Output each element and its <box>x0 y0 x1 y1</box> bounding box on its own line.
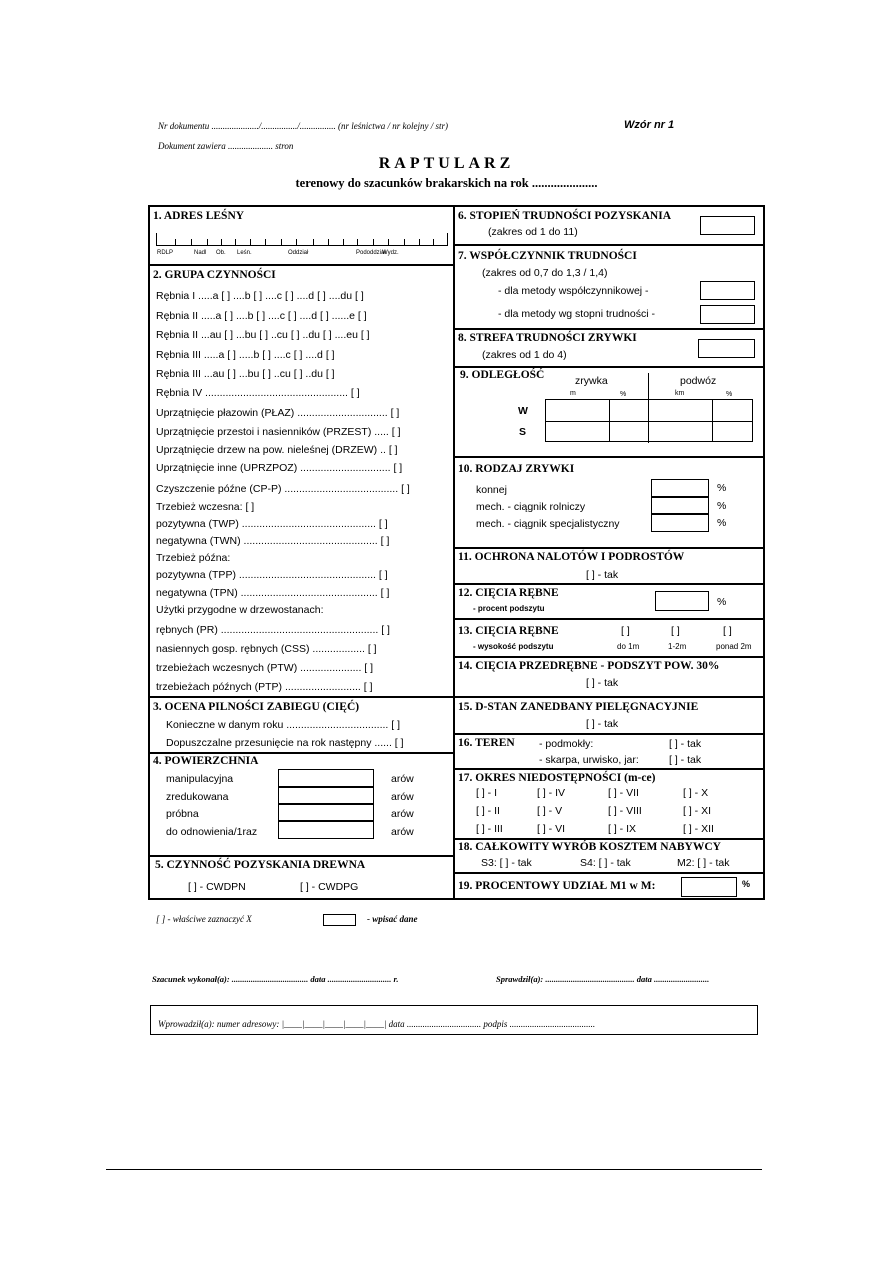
s1-title: 1. ADRES LEŚNY <box>153 210 245 222</box>
address-grid-tick <box>313 239 314 245</box>
page-bottom-rule <box>106 1169 762 1170</box>
address-grid-tick <box>388 239 389 245</box>
s17-month[interactable]: [ ] - VIII <box>608 805 642 817</box>
s7-title: 7. WSPÓŁCZYNNIK TRUDNOŚCI <box>458 250 637 262</box>
address-grid-tick <box>296 239 297 245</box>
address-grid-tick <box>373 239 374 245</box>
s16-option-podmokly[interactable]: [ ] - tak <box>669 738 702 750</box>
s5-option-cwdpg[interactable]: [ ] - CWDPG <box>300 881 359 893</box>
s5-option-cwdpn[interactable]: [ ] - CWDPN <box>188 881 246 893</box>
s10-row: mech. - ciągnik specjalistyczny <box>476 518 620 530</box>
s2-row[interactable]: Czyszczenie późne (CP-P) ....................................... [ ] <box>156 483 410 495</box>
form-model-label: Wzór nr 1 <box>624 119 675 131</box>
s13-sub: - wysokość podszytu <box>473 642 554 651</box>
s2-row[interactable]: Uprzątnięcie płazowin (PŁAZ) ............................... [ ] <box>156 407 400 419</box>
s19-input[interactable] <box>681 877 737 897</box>
address-grid-tick <box>250 239 251 245</box>
s13-cb-ponad2m[interactable]: [ ] <box>723 625 732 637</box>
s13-label-1-2m: 1-2m <box>668 642 687 651</box>
form-frame <box>148 205 765 900</box>
address-grid-tick <box>175 239 176 245</box>
s13-cb-do1m[interactable]: [ ] <box>621 625 630 637</box>
s2-row[interactable]: Trzebież wczesna: [ ] <box>156 501 255 513</box>
s4-unit: arów <box>391 773 414 785</box>
s3-row[interactable]: Dopuszczalne przesunięcie na rok następny ...... [ ] <box>166 737 404 749</box>
s9-unit-m: m <box>570 390 576 397</box>
s13-label-do1m: do 1m <box>617 642 640 651</box>
s15-title: 15. D-STAN ZANEDBANY PIELĘGNACYJNIE <box>458 701 699 713</box>
s2-title: 2. GRUPA CZYNNOŚCI <box>153 269 276 281</box>
address-grid-tick <box>207 239 208 245</box>
s2-row[interactable]: pozytywna (TPP) ............................................... [ ] <box>156 569 388 581</box>
s17-month[interactable]: [ ] - IV <box>537 787 566 799</box>
s16-title: 16. TEREN <box>458 737 515 749</box>
s19-title: 19. PROCENTOWY UDZIAŁ M1 w M: <box>458 880 656 892</box>
address-grid-tick <box>343 239 344 245</box>
s9-unit-pct: % <box>620 391 627 398</box>
s10-pct: % <box>717 482 727 494</box>
s10-input-konnej[interactable] <box>651 479 709 497</box>
s9-col-zrywka: zrywka <box>575 375 608 387</box>
s2-row: Trzebież późna: <box>156 552 231 564</box>
entry-line[interactable]: Wprowadził(a): numer adresowy: |____|____|____|____|____| data ................................. podpis ...................................... <box>158 1019 596 1029</box>
s13-title: 13. CIĘCIA RĘBNE <box>458 625 559 637</box>
s1-label-pododdzial: Pododdział <box>356 250 386 256</box>
s16-podmokly: - podmokły: <box>539 738 594 750</box>
s2-row[interactable]: negatywna (TPN) ............................................... [ ] <box>156 587 390 599</box>
address-grid-tick <box>191 239 192 245</box>
s2-row[interactable]: Uprzątnięcie drzew na pow. nieleśnej (DRZEW) .. [ ] <box>156 444 398 456</box>
s2-row[interactable]: Rębnia IV ................................................. [ ] <box>156 387 360 399</box>
s2-row[interactable]: trzebieżach późnych (PTP) .......................... [ ] <box>156 681 373 693</box>
s12-pct: % <box>717 596 727 608</box>
s19-pct: % <box>742 879 751 889</box>
s4-unit: arów <box>391 826 414 838</box>
s2-row[interactable]: Rębnia II ...au [ ] ...bu [ ] ..cu [ ] ..du [ ] ....eu [ ] <box>156 329 370 341</box>
s2-row[interactable]: Uprzątnięcie inne (UPRZPOZ) ............................... [ ] <box>156 462 403 474</box>
s2-row[interactable]: negatywna (TWN) .............................................. [ ] <box>156 535 390 547</box>
s7-sub: (zakres od 0,7 do 1,3 / 1,4) <box>482 267 608 279</box>
address-grid-tick <box>357 239 358 245</box>
address-grid-tick <box>433 239 434 245</box>
address-grid-tick <box>265 239 266 245</box>
s7-row1: - dla metody współczynnikowej - <box>498 285 649 297</box>
legend-input-sample <box>323 914 356 926</box>
estimate-signature-line[interactable]: Szacunek wykonał(a): .................................... data .............................. r. <box>152 974 399 984</box>
address-grid-tick <box>281 239 282 245</box>
doc-number-line: Nr dokumentu ...................../................/................ (nr leśnictwa / nr kolejny / str) <box>158 121 448 131</box>
s10-title: 10. RODZAJ ZRYWKI <box>458 463 575 475</box>
legend-input-label: - wpisać dane <box>367 914 418 924</box>
s16-skarpa: - skarpa, urwisko, jar: <box>539 754 639 766</box>
s1-label-rdlp: RDLP <box>157 250 174 256</box>
s2-row[interactable]: Rębnia I .....a [ ] ....b [ ] ....c [ ] ....d [ ] ....du [ ] <box>156 290 364 302</box>
s4-label: manipulacyjna <box>166 773 234 785</box>
s1-label-oddzial: Oddział <box>288 250 309 256</box>
s10-input-rolniczy[interactable] <box>651 497 709 514</box>
s2-row[interactable]: Rębnia II .....a [ ] ....b [ ] ....c [ ] ....d [ ] ......e [ ] <box>156 310 367 322</box>
s2-row[interactable]: Uprzątnięcie przestoi i nasienników (PRZEST) ..... [ ] <box>156 426 401 438</box>
address-grid-tick <box>221 239 222 245</box>
s17-month[interactable]: [ ] - X <box>683 787 709 799</box>
s16-option-skarpa[interactable]: [ ] - tak <box>669 754 702 766</box>
s11-title: 11. OCHRONA NALOTÓW I PODROSTÓW <box>458 551 685 563</box>
s1-label-ob: Ob. <box>216 250 226 256</box>
s17-month[interactable]: [ ] - IX <box>608 823 637 835</box>
s18-s4[interactable]: S4: [ ] - tak <box>580 857 631 869</box>
s17-month[interactable]: [ ] - VII <box>608 787 639 799</box>
s1-label-nadl: Nadl <box>194 250 207 256</box>
s10-pct: % <box>717 517 727 529</box>
address-grid[interactable] <box>156 233 448 246</box>
s10-row: mech. - ciągnik rolniczy <box>476 501 586 513</box>
s8-title: 8. STREFA TRUDNOŚCI ZRYWKI <box>458 332 637 344</box>
s17-month[interactable]: [ ] - VI <box>537 823 566 835</box>
s8-input[interactable] <box>698 339 755 358</box>
address-grid-tick <box>328 239 329 245</box>
s6-title: 6. STOPIEŃ TRUDNOŚCI POZYSKANIA <box>458 210 672 222</box>
s4-label: próbna <box>166 808 199 820</box>
area-input-probna[interactable] <box>278 804 374 821</box>
s9-unit-km: km <box>675 390 685 397</box>
s10-row: konnej <box>476 484 507 496</box>
s2-row[interactable]: Rębnia III ...au [ ] ...bu [ ] ..cu [ ] ..du [ ] <box>156 368 335 380</box>
s9-row-s: S <box>519 426 527 438</box>
s4-label: do odnowienia/1raz <box>166 826 258 838</box>
address-grid-tick <box>419 239 420 245</box>
s18-title: 18. CAŁKOWITY WYRÓB KOSZTEM NABYWCY <box>458 841 721 853</box>
s17-month[interactable]: [ ] - II <box>476 805 500 817</box>
s1-label-wydz: Wydz. <box>382 250 399 256</box>
s2-row[interactable]: pozytywna (TWP) .............................................. [ ] <box>156 518 388 530</box>
address-grid-tick <box>404 239 405 245</box>
s12-sub: - procent podszytu <box>473 604 545 613</box>
s7-row2: - dla metody wg stopni trudności - <box>498 308 655 320</box>
s6-input[interactable] <box>700 216 755 235</box>
s14-option[interactable]: [ ] - tak <box>586 677 619 689</box>
s4-unit: arów <box>391 808 414 820</box>
s12-input[interactable] <box>655 591 709 611</box>
s2-row: Użytki przygodne w drzewostanach: <box>156 604 324 616</box>
s18-s3[interactable]: S3: [ ] - tak <box>481 857 532 869</box>
s17-month[interactable]: [ ] - I <box>476 787 497 799</box>
s6-sub: (zakres od 1 do 11) <box>488 226 578 238</box>
legend-checkbox: [ ] - właściwe zaznaczyć X <box>156 914 252 924</box>
s8-sub: (zakres od 1 do 4) <box>482 349 567 361</box>
s3-row[interactable]: Konieczne w danym roku ................................... [ ] <box>166 719 400 731</box>
s18-m2[interactable]: M2: [ ] - tak <box>677 857 730 869</box>
s7-input-wspolczynnik[interactable] <box>700 281 755 300</box>
s17-month[interactable]: [ ] - XII <box>683 823 714 835</box>
page-title: RAPTULARZ <box>378 155 515 172</box>
column-divider <box>453 207 455 898</box>
s17-month[interactable]: [ ] - V <box>537 805 563 817</box>
doc-pages-line: Dokument zawiera .................... stron <box>158 141 294 151</box>
s3-title: 3. OCENA PILNOŚCI ZABIEGU (CIĘĆ) <box>153 701 360 713</box>
s4-unit: arów <box>391 791 414 803</box>
s5-title: 5. CZYNNOŚĆ POZYSKANIA DREWNA <box>155 859 366 871</box>
page-subtitle: terenowy do szacunków brakarskich na rok ..................... <box>295 176 598 190</box>
area-input-odnowienie[interactable] <box>278 821 374 839</box>
s11-option[interactable]: [ ] - tak <box>586 569 619 581</box>
s9-row-w: W <box>518 405 528 417</box>
s13-label-ponad2m: ponad 2m <box>716 642 752 651</box>
area-input-manipulacyjna[interactable] <box>278 769 374 787</box>
s2-row[interactable]: rębnych (PR) ...................................................... [ ] <box>156 624 390 636</box>
s17-month[interactable]: [ ] - XI <box>683 805 712 817</box>
s17-title: 17. OKRES NIEDOSTĘPNOŚCI (m-ce) <box>458 772 656 784</box>
s9-title: 9. ODLEGŁOŚĆ <box>460 369 545 381</box>
s2-row[interactable]: Rębnia III .....a [ ] .....b [ ] ....c [ ] ....d [ ] <box>156 349 335 361</box>
s15-option[interactable]: [ ] - tak <box>586 718 619 730</box>
s4-title: 4. POWIERZCHNIA <box>153 755 259 767</box>
s1-label-lesn: Leśn. <box>237 250 252 256</box>
s9-col-podwoz: podwóz <box>680 375 717 387</box>
address-grid-tick <box>235 239 236 245</box>
s10-input-specjalistyczny[interactable] <box>651 514 709 532</box>
s17-month[interactable]: [ ] - III <box>476 823 503 835</box>
verified-signature-line[interactable]: Sprawdził(a): .......................................... data .......................... <box>496 974 710 984</box>
s4-label: zredukowana <box>166 791 229 803</box>
s2-row[interactable]: nasiennych gosp. rębnych (CSS) .................. [ ] <box>156 643 377 655</box>
s7-input-stopnie[interactable] <box>700 305 755 324</box>
s12-title: 12. CIĘCIA RĘBNE <box>458 587 559 599</box>
s2-row[interactable]: trzebieżach wczesnych (PTW) ..................... [ ] <box>156 662 374 674</box>
s10-pct: % <box>717 500 727 512</box>
s13-cb-1-2m[interactable]: [ ] <box>671 625 680 637</box>
area-input-zredukowana[interactable] <box>278 787 374 804</box>
s9-unit-pct: % <box>726 391 733 398</box>
s14-title: 14. CIĘCIA PRZEDRĘBNE - PODSZYT POW. 30% <box>458 660 720 672</box>
